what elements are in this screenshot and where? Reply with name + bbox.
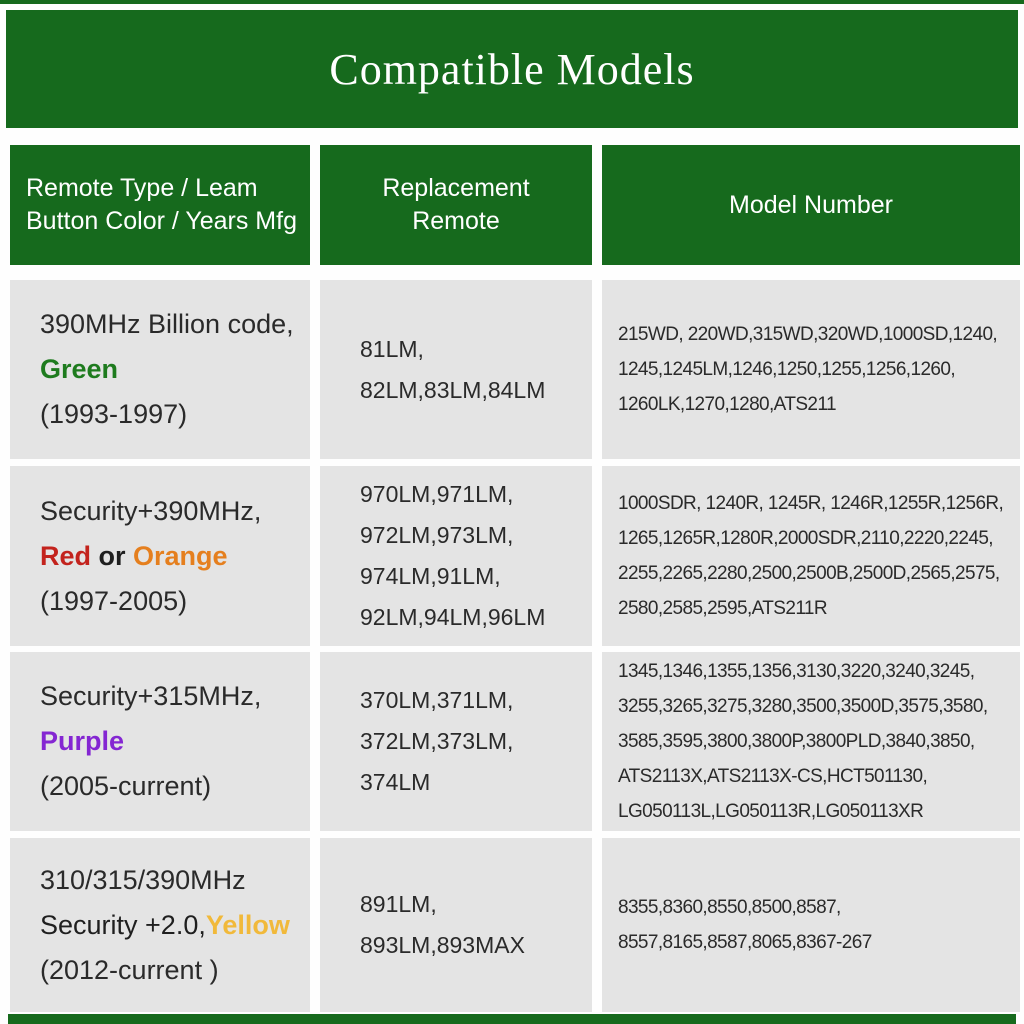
cell-model-numbers — [602, 466, 1020, 646]
text-line: 8557,8165,8587,8065,8367-267 — [618, 932, 872, 953]
text-line: 3255,3265,3275,3280,3500,3500D,3575,3580, — [618, 696, 988, 717]
color-label-orange: Orange — [133, 540, 228, 571]
color-label-yellow: Yellow — [205, 909, 290, 940]
column-header-replacement-remote — [320, 145, 592, 265]
remote-type-line: Security+390MHz, — [40, 495, 262, 526]
cell-remote-type — [10, 280, 310, 459]
column-header-remote-type — [10, 145, 310, 265]
text-line: Replacement — [382, 174, 530, 202]
cell-remote-type — [10, 652, 310, 831]
text-line: Model Number — [729, 190, 893, 219]
button-color-line — [40, 347, 310, 392]
text-line: 372LM,373LM, — [360, 728, 514, 754]
text-line: 891LM, — [360, 891, 437, 917]
text-line: 2255,2265,2280,2500,2500B,2500D,2565,2575, — [618, 563, 1000, 584]
color-label-purple: Purple — [40, 726, 125, 756]
bottom-border-strip — [8, 1014, 1016, 1024]
cell-model-numbers — [602, 652, 1020, 831]
remote-type-line: Security+315MHz, — [40, 681, 262, 711]
text-line: ATS2113X,ATS2113X-CS,HCT501130, — [618, 766, 928, 787]
table-row — [10, 838, 1020, 1012]
text-line: 215WD, 220WD,315WD,320WD,1000SD,1240, — [618, 324, 998, 345]
color-label-red: Red — [40, 540, 92, 571]
text-line: Button Color / Years Mfg — [26, 207, 297, 235]
text-line: 1345,1346,1355,1356,3130,3220,3240,3245, — [618, 661, 975, 682]
text-line: 370LM,371LM, — [360, 687, 514, 713]
column-header-model-number — [602, 145, 1020, 265]
remote-type-line: 390MHz Billion code, — [40, 309, 294, 339]
text-line: 8355,8360,8550,8500,8587, — [618, 897, 841, 918]
cell-replacement-remote — [320, 652, 592, 831]
text-line: 1000SDR, 1240R, 1245R, 1246R,1255R,1256R, — [618, 493, 1004, 514]
color-label-green: Green — [40, 354, 119, 384]
remote-type-line: 310/315/390MHz — [40, 864, 246, 895]
text-line: Remote — [412, 207, 500, 235]
text-line: LG050113L,LG050113R,LG050113XR — [618, 801, 924, 822]
years-mfg-line: (1993-1997) — [40, 399, 188, 429]
text-line: 974LM,91LM, — [360, 563, 501, 589]
cell-model-numbers — [602, 280, 1020, 459]
table-row — [10, 466, 1020, 646]
table-row — [10, 280, 1020, 459]
cell-replacement-remote — [320, 838, 592, 1012]
text-line: 1265,1265R,1280R,2000SDR,2110,2220,2245, — [618, 528, 993, 549]
text-line: 893LM,893MAX — [360, 932, 525, 958]
years-mfg-line: (1997-2005) — [40, 585, 188, 616]
text-line: 1260LK,1270,1280,ATS211 — [618, 394, 836, 415]
text-line: 82LM,83LM,84LM — [360, 376, 546, 403]
table-row — [10, 652, 1020, 831]
text-line: 92LM,94LM,96LM — [360, 604, 546, 630]
text-line: 1245,1245LM,1246,1250,1255,1256,1260, — [618, 359, 956, 380]
cell-replacement-remote — [320, 466, 592, 646]
years-mfg-line: (2012-current ) — [40, 954, 219, 985]
cell-replacement-remote — [320, 280, 592, 459]
text-line: 2580,2585,2595,ATS211R — [618, 598, 827, 619]
table-header-row — [10, 145, 1020, 265]
text-line: Remote Type / Leam — [26, 174, 258, 202]
top-border-strip — [0, 0, 1024, 4]
cell-remote-type — [10, 466, 310, 646]
button-color-line — [40, 719, 310, 764]
text-line: 970LM,971LM, — [360, 481, 514, 507]
color-label-or: or — [91, 540, 134, 571]
cell-model-numbers — [602, 838, 1020, 1012]
text-line: 81LM, — [360, 335, 424, 362]
compatibility-table — [0, 145, 1024, 1012]
text-line: 374LM — [360, 769, 431, 795]
title-banner — [6, 10, 1018, 128]
page-title: Compatible Models — [329, 44, 695, 94]
text-line: 972LM,973LM, — [360, 522, 514, 548]
text-line: 3585,3595,3800,3800P,3800PLD,3840,3850, — [618, 731, 975, 752]
button-color-line — [40, 534, 310, 579]
cell-remote-type — [10, 838, 310, 1012]
security-version-text: Security +2.0, — [40, 909, 206, 940]
button-color-line — [40, 903, 310, 948]
years-mfg-line: (2005-current) — [40, 771, 212, 801]
